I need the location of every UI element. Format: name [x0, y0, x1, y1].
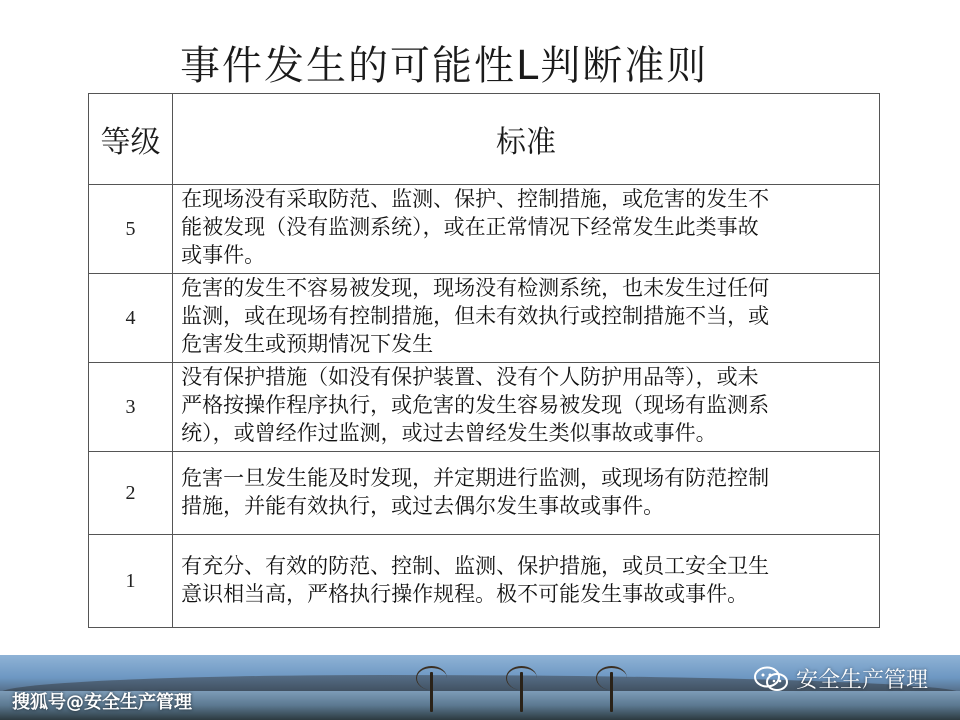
standard-cell: [173, 535, 880, 628]
brand-name: 安全生产管理: [795, 668, 928, 693]
level-cell: 5: [89, 185, 173, 274]
standard-cell: [173, 274, 880, 363]
header-standard: 标准: [173, 94, 880, 185]
level-cell: 2: [89, 452, 173, 535]
level-cell: 4: [89, 274, 173, 363]
standard-cell: [173, 452, 880, 535]
table-row: [89, 535, 880, 628]
standard-line: 在现场没有采取防范、监测、保护、控制措施，或危害的发生不: [181, 187, 770, 211]
standard-line: 危害一旦发生能及时发现，并定期进行监测，或现场有防范控制: [181, 466, 770, 490]
table-row: [89, 452, 880, 535]
standard-cell: [173, 363, 880, 452]
standard-line: 危害发生或预期情况下发生: [181, 332, 434, 356]
standard-line: 措施，并能有效执行，或过去偶尔发生事故或事件。: [181, 494, 665, 518]
footer-tree: [520, 672, 523, 712]
table-row: [89, 274, 880, 363]
level-cell: 1: [89, 535, 173, 628]
table-row: [89, 185, 880, 274]
likelihood-criteria-table: [88, 93, 880, 628]
table-header-row: [89, 94, 880, 185]
header-level: 等级: [89, 94, 173, 185]
watermark-text: 搜狐号@安全生产管理: [12, 692, 192, 713]
standard-line: 监测，或在现场有控制措施，但未有效执行或控制措施不当，或: [181, 304, 770, 328]
standard-line: 统），或曾经作过监测，或过去曾经发生类似事故或事件。: [181, 421, 717, 445]
standard-line: 意识相当高，严格执行操作规程。极不可能发生事故或事件。: [181, 582, 749, 606]
level-cell: 3: [89, 363, 173, 452]
standard-cell: [173, 185, 880, 274]
standard-line: 或事件。: [181, 243, 266, 267]
brand-badge: [754, 663, 928, 694]
standard-line: 严格按操作程序执行，或危害的发生容易被发现（现场有监测系: [181, 393, 770, 417]
footer-tree: [610, 672, 613, 712]
page-title: 事件发生的可能性L判断准则: [180, 43, 709, 89]
wechat-icon: [754, 666, 788, 692]
standard-line: 有充分、有效的防范、控制、监测、保护措施，或员工安全卫生: [181, 554, 770, 578]
standard-line: 危害的发生不容易被发现，现场没有检测系统，也未发生过任何: [181, 276, 770, 300]
footer-tree: [430, 672, 433, 712]
standard-line: 能被发现（没有监测系统），或在正常情况下经常发生此类事故: [181, 215, 759, 239]
table-row: [89, 363, 880, 452]
standard-line: 没有保护措施（如没有保护装置、没有个人防护用品等），或未: [181, 365, 759, 389]
